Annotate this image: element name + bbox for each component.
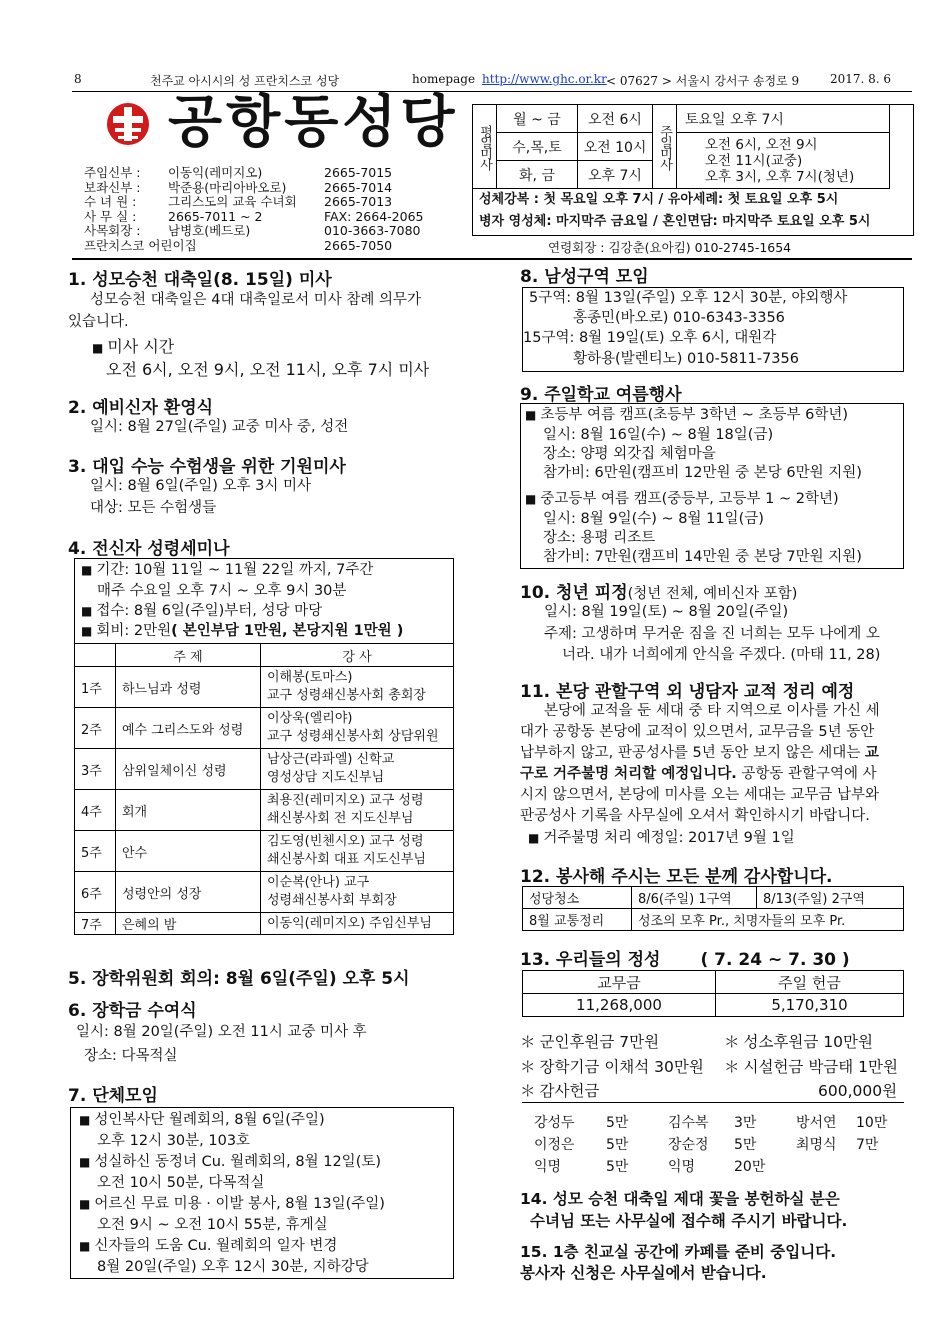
speaker-name: 이상욱(엘리야) <box>267 711 353 726</box>
staff-role: 수 녀 원 : <box>84 194 137 210</box>
parish-title: 공항동성당 <box>168 90 459 155</box>
donor-amount: 7만 <box>856 1137 879 1153</box>
staff-phone: 2665-7013 <box>324 194 393 210</box>
section-10-line-1: 일시: 8월 19일(토) ~ 8월 20일(주일) <box>544 604 789 620</box>
donation-scholarship: ＊ 장학기금 이채석 30만원 <box>520 1056 704 1078</box>
middle-high-camp-title <box>525 488 839 510</box>
seminar-speaker <box>261 872 454 913</box>
donor-amount: 3만 <box>734 1115 757 1131</box>
section-7-title: 7. 단체모임 <box>68 1086 158 1106</box>
issue-date: 2017. 8. 6 <box>830 72 892 86</box>
seminar-speaker <box>261 667 454 708</box>
staff-phone: FAX: 2664-2065 <box>324 208 424 224</box>
section-13-title-text: 13. 우리들의 정성 <box>520 950 661 970</box>
funeral-society-contact: 연령회장 : 김강춘(요아킴) 010-2745-1654 <box>548 240 792 255</box>
seminar-speaker <box>261 831 454 872</box>
donor-amount: 5만 <box>606 1115 629 1131</box>
seminar-subject: 삼위일체이신 성령 <box>116 749 261 790</box>
middle-high-camp-fee: 참가비: 7만원(캠프비 14만원 중 본당 7만원 지원) <box>543 549 862 565</box>
section-6-line-1: 일시: 8월 20일(주일) 오전 11시 교중 미사 후 <box>76 1024 367 1040</box>
elementary-camp-title <box>525 404 848 426</box>
volunteer-cleaning-week1: 8/6(주일) 1구역 <box>632 887 757 909</box>
seminar-subject: 회개 <box>116 790 261 831</box>
speaker-title: 교구 성령쇄신봉사회 총회장 <box>267 688 426 703</box>
church-name-line: 천주교 아시시의 성 프란치스코 성당 <box>150 74 340 88</box>
sunday-time-2: 오전 11시(교중) <box>705 152 803 169</box>
seminar-table <box>74 643 454 935</box>
section-1-title: 1. 성모승천 대축일(8. 15일) 미사 <box>68 270 332 290</box>
group-meeting-title: ■ 성실하신 동정녀 Cu. 월례회의, 8월 12일(토) <box>79 1151 381 1173</box>
donation-divider <box>522 1102 904 1103</box>
section-15-line-2: 봉사자 신청은 사무실에서 받습니다. <box>520 1264 767 1282</box>
section-11-p6: 판공성사 기록을 사무실에 오셔서 확인하시기 바랍니다. <box>520 808 870 824</box>
section-7-box <box>70 1107 454 1279</box>
donor-amount: 5만 <box>606 1137 629 1153</box>
donor-name: 김수복 <box>668 1115 709 1131</box>
section-9-title: 9. 주일학교 여름행사 <box>520 385 682 405</box>
section-3-line-1: 일시: 8월 6일(주일) 오후 3시 미사 <box>90 478 311 494</box>
staff-name: 이동익(레미지오) <box>168 165 263 180</box>
district-5-line: 5구역: 8월 13일(주일) 오후 12시 30분, 야외행사 <box>529 290 848 306</box>
section-1-sub: ■ 미사 시간 <box>92 336 174 359</box>
staff-role: 주임신부 : <box>84 165 141 180</box>
volunteer-cleaning: 성당청소 <box>523 887 632 909</box>
donor-amount: 5만 <box>606 1159 629 1175</box>
staff-role: 프란치스코 어린이집 <box>84 237 197 253</box>
speaker-title: 영성상담 지도신부님 <box>267 770 385 785</box>
donation-vocation: ＊ 성소후원금 10만원 <box>724 1031 873 1053</box>
donation-thanks-amount: 600,000원 <box>818 1082 898 1100</box>
seminar-subject: 성령안의 성장 <box>116 872 261 913</box>
donor-amount: 20만 <box>734 1159 766 1175</box>
section-1-body-2: 있습니다. <box>68 314 129 330</box>
seminar-row <box>75 708 454 749</box>
section-10-paren: (청년 전체, 예비신자 포함) <box>627 586 798 602</box>
weekday-days-2: 수,목,토 <box>497 133 578 161</box>
staff-role: 보좌신부 : <box>84 179 141 195</box>
section-5-title: 5. 장학위원회 회의: 8월 6일(주일) 오후 5시 <box>68 969 410 989</box>
sunday-time-3: 오후 3시, 오후 7시(청년) <box>705 168 855 185</box>
section-11-deadline: ■ 거주불명 처리 예정일: 2017년 9월 1일 <box>528 827 795 849</box>
section-11-p3-bold: 교 <box>864 745 879 761</box>
seminar-speaker <box>261 749 454 790</box>
middle-high-camp-name: 중고등부 여름 캠프 <box>540 491 662 507</box>
middle-high-camp-place: 장소: 용평 리조트 <box>543 530 656 546</box>
offering-col-tithe: 교무금 <box>523 971 716 994</box>
section-6-title: 6. 장학금 수여식 <box>68 1001 197 1021</box>
group-meeting-detail: 오후 12시 30분, 103호 <box>97 1133 251 1149</box>
saturday-mass: 토요일 오후 7시 <box>677 105 890 133</box>
middle-high-camp-grades: (중등부, 고등부 1 ~ 2학년) <box>661 491 839 507</box>
section-11-title: 11. 본당 관할구역 외 냉담자 교적 정리 예정 <box>520 682 855 702</box>
donor-name: 이정은 <box>534 1137 575 1153</box>
section-11-p3 <box>520 742 879 764</box>
weekday-time-1: 오전 6시 <box>578 105 653 133</box>
header-bottom-rule <box>72 258 912 260</box>
seminar-week: 2주 <box>75 708 116 749</box>
middle-high-camp-date: 일시: 8월 9일(수) ~ 8월 11일(금) <box>543 511 764 527</box>
district-15-line: 15구역: 8월 19일(토) 오후 6시, 대원각 <box>523 330 777 346</box>
seminar-head-subject: 주 제 <box>116 644 261 667</box>
seminar-row <box>75 667 454 708</box>
speaker-title: 성령쇄신봉사회 부회장 <box>267 893 397 908</box>
address: < 07627 > 서울시 강서구 송정로 9 <box>606 74 800 88</box>
section-9-box <box>520 403 904 569</box>
speaker-title: 쇄신봉사회 전 지도신부님 <box>267 811 414 826</box>
seminar-week: 7주 <box>75 913 116 935</box>
offering-col-sunday: 주일 헌금 <box>716 971 904 994</box>
elementary-camp-fee: 참가비: 6만원(캠프비 12만원 중 본당 6만원 지원) <box>543 465 862 481</box>
section-13-period: ( 7. 24 ~ 7. 30 ) <box>700 950 850 970</box>
seminar-row <box>75 749 454 790</box>
page-number: 8 <box>74 72 82 86</box>
section-8-box <box>522 287 904 372</box>
seminar-subject: 하느님과 성령 <box>116 667 261 708</box>
staff-name: 2665-7011 ~ 2 <box>168 208 263 224</box>
section-4-info-box <box>74 558 454 644</box>
group-meeting-detail: 오전 10시 50분, 다목적실 <box>97 1175 265 1191</box>
offering-sunday-value: 5,170,310 <box>716 994 904 1017</box>
seminar-speaker <box>261 790 454 831</box>
donor-amount: 10만 <box>856 1115 888 1131</box>
elementary-camp-place: 장소: 양평 외갓집 체험마을 <box>543 446 716 462</box>
staff-phone: 2665-7050 <box>324 237 393 253</box>
group-meeting-title: ■ 신자들의 도움 Cu. 월례회의 일자 변경 <box>79 1235 337 1257</box>
donation-facility: ＊ 시설헌금 박금태 1만원 <box>724 1056 898 1078</box>
seminar-week: 6주 <box>75 872 116 913</box>
section-12-title: 12. 봉사해 주시는 모든 분께 감사합니다. <box>520 867 833 887</box>
speaker-name: 이순복(안나) 교구 <box>267 875 370 890</box>
weekday-time-2: 오전 10시 <box>578 133 653 161</box>
weekday-days-1: 월 ~ 금 <box>497 105 578 133</box>
homepage-label: homepage <box>412 72 476 86</box>
seminar-speaker <box>261 708 454 749</box>
group-meeting-title: ■ 성인복사단 월례회의, 8월 6일(주일) <box>79 1109 325 1131</box>
staff-name: 그리스도의 교육 수녀회 <box>168 194 297 210</box>
seminar-subject: 예수 그리스도와 성령 <box>116 708 261 749</box>
volunteer-traffic: 8월 교통정리 <box>523 909 632 931</box>
speaker-name: 김도영(빈첸시오) 교구 성령 <box>267 834 424 849</box>
volunteer-cleaning-week2: 8/13(주일) 2구역 <box>757 887 904 909</box>
weekday-time-3: 오후 7시 <box>578 161 653 189</box>
seminar-row <box>75 790 454 831</box>
section-11-p4-bold: 구로 거주불명 처리할 예정입니다. <box>520 766 737 782</box>
donation-thanks-label: ＊ 감사헌금 <box>520 1080 599 1102</box>
speaker-name: 최용진(레미지오) 교구 성령 <box>267 793 424 808</box>
sunday-time-1: 오전 6시, 오전 9시 <box>705 136 818 153</box>
donor-name: 장순정 <box>668 1137 709 1153</box>
seminar-weekly: 매주 수요일 오후 7시 ~ 오후 9시 30분 <box>97 583 347 599</box>
staff-role: 사목회장 : <box>84 223 141 239</box>
donor-name: 익명 <box>668 1159 696 1175</box>
section-11-p4 <box>520 763 877 785</box>
staff-phone: 010-3663-7080 <box>324 223 421 239</box>
section-3-title: 3. 대입 수능 수험생을 위한 기원미사 <box>68 457 346 477</box>
seminar-head-week <box>75 644 116 667</box>
district-15-contact: 황하용(발렌티노) 010-5811-7356 <box>573 351 799 367</box>
staff-role: 사 무 실 : <box>84 208 137 224</box>
elementary-camp-grades: (초등부 3학년 ~ 초등부 6학년) <box>647 407 849 423</box>
offering-tithe-value: 11,268,000 <box>523 994 716 1017</box>
section-13-title <box>520 945 850 970</box>
section-11-p3-text: 납부하지 않고, 판공성사를 5년 동안 보지 않은 세대는 <box>520 745 865 761</box>
section-10-line-3: 너라. 내가 너희에게 안식을 주겠다. (마태 11, 28) <box>562 647 881 663</box>
group-meeting-detail: 8월 20일(주일) 오후 12시 30분, 지하강당 <box>97 1259 369 1275</box>
district-5-contact: 홍종민(바오로) 010-6343-3356 <box>573 310 785 326</box>
volunteer-table <box>522 886 904 931</box>
section-2-title: 2. 예비신자 환영식 <box>68 398 214 418</box>
donor-name: 최명식 <box>796 1137 837 1153</box>
homepage-link[interactable]: http://www.ghc.or.kr <box>482 72 607 86</box>
sacrament-line-1: 성체강복 : 첫 목요일 오후 7시 / 유아세례: 첫 토요일 오후 5시 <box>479 192 839 207</box>
seminar-fee-detail: ( 본인부담 1만원, 본당지원 1만원 ) <box>171 623 404 639</box>
seminar-period: ■ 기간: 10월 11일 ~ 11월 22일 까지, 7주간 <box>81 559 373 581</box>
section-3-line-2: 대상: 모든 수험생들 <box>90 500 217 516</box>
sacrament-info <box>473 189 870 233</box>
seminar-week: 3주 <box>75 749 116 790</box>
seminar-fee-amount: 회비: 2만원 <box>96 623 172 639</box>
section-14-line-1: 14. 성모 승천 대축일 제대 꽃을 봉헌하실 분은 <box>520 1190 840 1208</box>
section-10-line-2: 주제: 고생하며 무거운 짐을 진 너희는 모두 나에게 오 <box>544 626 880 642</box>
seminar-subject: 은혜의 밤 <box>116 913 261 935</box>
speaker-name: 이해봉(토마스) <box>267 670 353 685</box>
speaker-title: 쇄신봉사회 대표 지도신부님 <box>267 852 426 867</box>
section-11-p2: 대가 공항동 본당에 교적이 있으면서, 교무금을 5년 동안 <box>520 724 875 740</box>
speaker-name: 남상근(라파엘) 신학교 <box>267 752 395 767</box>
section-11-p5: 시지 않으면서, 본당에 미사를 오는 세대는 교무금 납부와 <box>520 787 880 803</box>
donor-amount: 5만 <box>734 1137 757 1153</box>
seminar-fee <box>81 620 403 642</box>
section-8-title: 8. 남성구역 모임 <box>520 267 649 287</box>
sacrament-line-2: 병자 영성체: 마지막주 금요일 / 혼인면담: 마지막주 토요일 오후 5시 <box>479 214 871 229</box>
donor-name: 익명 <box>534 1159 562 1175</box>
donation-military: ＊ 군인후원금 7만원 <box>520 1031 659 1053</box>
weekday-days-3: 화, 금 <box>497 161 578 189</box>
volunteer-traffic-groups: 성조의 모후 Pr., 치명자들의 모후 Pr. <box>632 909 904 931</box>
group-meeting-detail: 오전 9시 ~ 오전 10시 55분, 휴게실 <box>97 1217 328 1233</box>
donor-name: 방서연 <box>796 1115 837 1131</box>
elementary-camp-date: 일시: 8월 16일(수) ~ 8월 18일(금) <box>543 427 774 443</box>
seminar-week: 5주 <box>75 831 116 872</box>
seminar-row <box>75 872 454 913</box>
speaker-name: 이동익(레미지오) 주임신부님 <box>267 915 432 931</box>
elementary-camp-name: 초등부 여름 캠프 <box>540 407 648 423</box>
church-logo-icon <box>106 102 150 146</box>
staff-phone: 2665-7014 <box>324 179 393 195</box>
section-2-body: 일시: 8월 27일(주일) 교중 미사 중, 성전 <box>90 419 349 435</box>
section-14-line-2: 수녀님 또는 사무실에 접수해 주시기 바랍니다. <box>530 1212 848 1230</box>
seminar-row <box>75 831 454 872</box>
seminar-subject: 안수 <box>116 831 261 872</box>
offering-table <box>522 970 904 1017</box>
section-10-title-text: 10. 청년 피정 <box>520 583 628 603</box>
section-1-times: 오전 6시, 오전 9시, 오전 11시, 오후 7시 미사 <box>106 360 430 379</box>
section-15-line-1: 15. 1층 친교실 공간에 카페를 준비 중입니다. <box>520 1243 837 1261</box>
staff-name: 남병호(베드로) <box>168 223 251 239</box>
seminar-week: 1주 <box>75 667 116 708</box>
staff-name: 박준용(마리아바오로) <box>168 179 287 195</box>
seminar-row <box>75 913 454 935</box>
seminar-head-speaker: 강 사 <box>261 644 454 667</box>
staff-phone: 2665-7015 <box>324 165 393 180</box>
weekday-mass-label: 평일미사 <box>473 105 497 189</box>
seminar-week: 4주 <box>75 790 116 831</box>
mass-schedule-box <box>472 104 914 236</box>
seminar-speaker <box>261 913 454 935</box>
sunday-mass-label: 주일미사 <box>653 105 677 189</box>
group-meeting-title: ■ 어르신 무료 미용 · 이발 봉사, 8월 13일(주일) <box>79 1193 385 1215</box>
speaker-title: 교구 성령쇄신봉사회 상담위원 <box>267 729 439 744</box>
section-6-line-2: 장소: 다목적실 <box>84 1048 178 1064</box>
donor-name: 강성두 <box>534 1115 575 1131</box>
section-11-p1: 본당에 교적을 둔 세대 중 타 지역으로 이사를 가신 세 <box>544 703 880 719</box>
section-11-p4-text: 공항동 관할구역에 사 <box>736 766 877 782</box>
section-4-title: 4. 전신자 성령세미나 <box>68 539 230 559</box>
seminar-registration: ■ 접수: 8월 6일(주일)부터, 성당 마당 <box>81 600 322 622</box>
sunday-mass-times <box>677 133 890 189</box>
section-1-body-1: 성모승천 대축일은 4대 대축일로서 미사 참례 의무가 <box>90 292 422 308</box>
